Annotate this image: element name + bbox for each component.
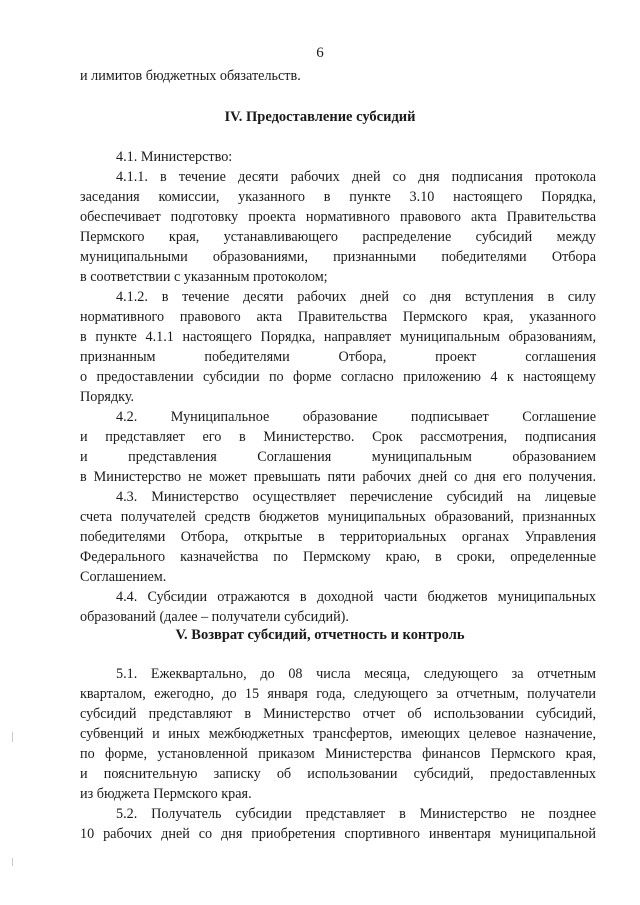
section-heading-v: V. Возврат субсидий, отчетность и контроль (175, 627, 465, 643)
text-line: и представляет его в Министерство. Срок рассмотрения, подписания (80, 429, 596, 445)
scan-edge-mark-upper (12, 732, 13, 742)
section-v-body (80, 664, 596, 844)
text-line: 10 рабочих дней со дня приобретения спортивного инвентаря муниципальной (80, 826, 596, 842)
text-line: Соглашением. (80, 569, 167, 585)
section-iv-body (80, 147, 596, 627)
section-heading-iv: IV. Предоставление субсидий (224, 109, 416, 125)
text-line: муниципальными образованиями, признанными победителями Отбора (80, 249, 596, 265)
text-line: в соответствии с указанным протоколом; (80, 269, 328, 285)
text-line: признанным победителями Отбора, проект соглашения (80, 349, 596, 365)
text-line: 4.1.1. в течение десяти рабочих дней со дня подписания протокола (116, 169, 596, 185)
text-line: 4.4. Субсидии отражаются в доходной части бюджетов муниципальных (116, 589, 596, 605)
text-line: 4.2. Муниципальное образование подписывает Соглашение (116, 409, 596, 425)
text-line: Порядку. (80, 389, 135, 405)
text-line: 4.1. Министерство: (116, 149, 233, 165)
text-line: заседания комиссии, указанного в пункте 3.10 настоящего Порядка, (80, 189, 596, 205)
text-line: субвенций и иных межбюджетных трансфертов, имеющих целевое назначение, (80, 726, 596, 742)
text-line: и лимитов бюджетных обязательств. (80, 68, 301, 84)
text-line: Пермского края, устанавливающего распределение субсидий между (80, 229, 596, 245)
text-line: нормативного правового акта Правительства Пермского края, указанного (80, 309, 596, 325)
text-line: и представления Соглашения муниципальным образованием (80, 449, 596, 465)
text-line: образований (далее – получатели субсидий). (80, 609, 349, 625)
text-line: обеспечивает подготовку проекта нормативного правового акта Правительства (80, 209, 596, 225)
scan-edge-mark-lower (12, 858, 13, 866)
text-line: 4.1.2. в течение десяти рабочих дней со дня вступления в силу (116, 289, 596, 305)
text-line: в Министерство не может превышать пяти рабочих дней со дня его получения. (80, 469, 596, 485)
text-block-top (80, 66, 596, 86)
text-line: кварталом, ежегодно, до 15 января года, следующего за отчетным, получатели (80, 686, 596, 702)
text-line: по форме, установленной приказом Министерства финансов Пермского края, (80, 746, 596, 762)
text-line: победителями Отбора, открытые в территориальных органах Управления (80, 529, 596, 545)
text-line: в пункте 4.1.1 настоящего Порядка, направляет муниципальным образованиям, (80, 329, 596, 345)
text-line: счета получателей средств бюджетов муниципальных образований, признанных (80, 509, 596, 525)
text-line: 5.1. Ежеквартально, до 08 числа месяца, следующего за отчетным (116, 666, 596, 682)
text-line: 4.3. Министерство осуществляет перечисление субсидий на лицевые (116, 489, 596, 505)
text-line: Федерального казначейства по Пермскому краю, в сроки, определенные (80, 549, 596, 565)
text-line: субсидий представляют в Министерство отчет об использовании субсидий, (80, 706, 596, 722)
text-line: и пояснительную записку об использовании субсидий, предоставленных (80, 766, 596, 782)
page-number: 6 (316, 45, 324, 61)
text-line: из бюджета Пермского края. (80, 786, 252, 802)
text-line: 5.2. Получатель субсидии представляет в Министерство не позднее (116, 806, 596, 822)
text-line: о предоставлении субсидии по форме согласно приложению 4 к настоящему (80, 369, 596, 385)
